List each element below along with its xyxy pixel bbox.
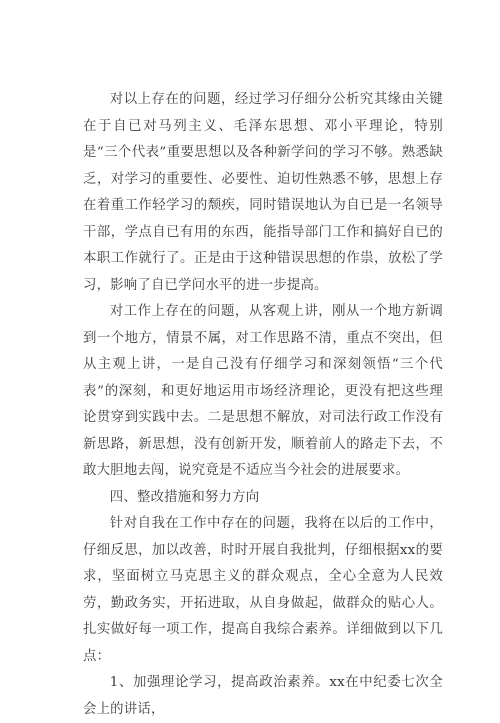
paragraph-work-problems: 对工作上存在的问题，从客观上讲，刚从一个地方新调到一个地方，情景不属，对工作思路不清，重点不突出，但从主观上讲，一是自己没有仔细学习和深刻领悟“三个代表”的深刻，和更好地运用市场经济理论，更没有把这些理论贯穿到实践中去。二是思想不解放，对司法行政工作没有新思路，新思想，没有创新开发，顺着前人的路走下去，不敢大胆地去闯，说究竟是不适应当今社会的进展要求。 [83,304,443,478]
paragraph-point-one: 1、加强理论学习，提高政治素养。xx在中纪委七次全会上的讲话， [83,675,443,717]
paragraph-rectification-intro: 针对自我在工作中存在的问题，我将在以后的工作中，仔细反思，加以改善，时时开展自我批判，仔细根据xx的要求，坚面树立马克思主义的群众观点，全心全意为人民效劳，勤政务实，开拓进取，从自身做起，做群众的贴心人。扎实做好每一项工作，提高自我综合素养。详细做到以下几点： [83,516,443,664]
paragraph-study-problems: 对以上存在的问题，经过学习仔细分公析究其缘由关键在于自已对马列主义、毛泽东思想、邓小平理论，特别是“三个代表”重要思想以及各种新学问的学习不够。熟悉缺乏，对学习的重要性、必要性、迫切性熟悉不够，思想上存在着重工作轻学习的颓疾，同时错误地认为自已是一名领导干部，学点自已有用的东西，能指导部门工作和搞好自已的本职工作就行了。正是由于这种错误思想的作祟，放松了学习，影响了自已学问水平的进一步提高。 [83,92,443,293]
section-heading: 四、整改措施和努力方向 [109,489,260,505]
document-body [83,87,443,723]
